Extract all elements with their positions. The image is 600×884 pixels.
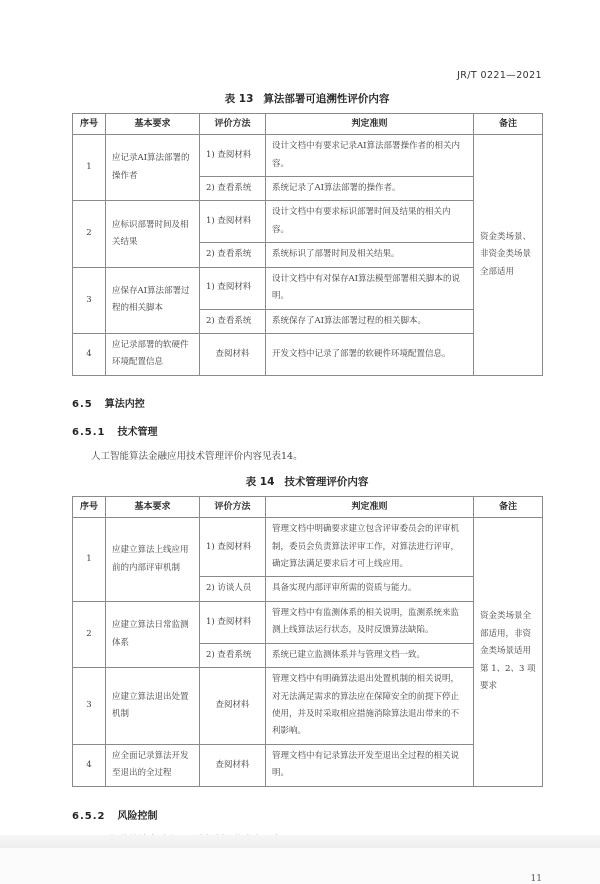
criteria-cell: 设计文档中有要求标识部署时间及结果的相关内容。	[266, 201, 474, 243]
method-cell: 2) 查看系统	[200, 643, 266, 667]
method-cell: 2) 查看系统	[200, 243, 266, 267]
requirement-cell: 应记录部署的软硬件环境配置信息	[106, 333, 200, 375]
table-row	[73, 601, 543, 643]
method-cell: 2) 访谈人员	[200, 577, 266, 601]
row-number: 1	[73, 518, 106, 602]
criteria-cell: 系统已建立监测体系并与管理文档一致。	[266, 643, 474, 667]
col-header-no: 序号	[73, 497, 106, 518]
col-header-requirement: 基本要求	[106, 114, 200, 135]
section-heading-6-5-1	[72, 423, 542, 438]
col-header-remark: 备注	[474, 114, 543, 135]
criteria-cell: 系统记录了AI算法部署的操作者。	[266, 177, 474, 201]
method-cell: 2) 查看系统	[200, 309, 266, 333]
requirement-cell: 应标识部署时间及相关结果	[106, 201, 200, 267]
standard-number: JR/T 0221—2021	[457, 70, 542, 81]
criteria-cell: 系统标识了部署时间及相关结果。	[266, 243, 474, 267]
method-cell: 查阅材料	[200, 744, 266, 786]
requirement-cell: 应建立算法日常监测体系	[106, 601, 200, 667]
requirement-cell: 应建立算法退出处置机制	[106, 668, 200, 745]
method-cell: 2) 查看系统	[200, 177, 266, 201]
table-row	[73, 744, 543, 786]
table13-title-prefix: 表 13	[224, 93, 254, 105]
criteria-cell: 管理文档中有明确算法退出处置机制的相关说明，对无法满足需求的算法应在保障安全的前提下停止使用，并及时采取相应措施消除算法退出带来的不利影响。	[266, 668, 474, 745]
row-number: 1	[73, 135, 106, 201]
method-cell: 1) 查阅材料	[200, 201, 266, 243]
row-number: 2	[73, 601, 106, 667]
row-number: 4	[73, 333, 106, 375]
table-row	[73, 135, 543, 177]
table-row	[73, 201, 543, 243]
method-cell: 1) 查阅材料	[200, 267, 266, 309]
col-header-requirement: 基本要求	[106, 497, 200, 518]
table-row	[73, 518, 543, 577]
table-row	[73, 668, 543, 745]
col-header-remark: 备注	[474, 497, 543, 518]
section-heading-6-5-2	[72, 807, 542, 822]
row-number: 2	[73, 201, 106, 267]
section-label: 风险控制	[117, 810, 158, 822]
page-bottom-edge	[0, 835, 600, 848]
row-number: 3	[73, 668, 106, 745]
col-header-criteria: 判定准则	[266, 114, 474, 135]
row-number: 4	[73, 744, 106, 786]
table14-technical-management	[72, 496, 543, 787]
criteria-cell: 开发文档中记录了部署的软硬件环境配置信息。	[266, 333, 474, 375]
method-cell: 查阅材料	[200, 333, 266, 375]
table13-title-text: 算法部署可追溯性评价内容	[263, 93, 390, 105]
remark-cell: 资金类场景、非资金类场景全部适用	[474, 135, 543, 376]
remark-cell: 资金类场景全部适用，非资金类场景适用第 1、2、3 项要求	[474, 518, 543, 786]
table13-title	[72, 91, 542, 106]
requirement-cell: 应建立算法上线应用前的内部评审机制	[106, 518, 200, 602]
table-row	[73, 267, 543, 309]
table13-deployment-traceability	[72, 113, 543, 376]
page-number: 11	[530, 873, 542, 884]
criteria-cell: 管理文档中有监测体系的相关说明，监测系统来监测上线算法运行状态，及时反馈算法缺陷。	[266, 601, 474, 643]
table-row	[73, 333, 543, 375]
requirement-cell: 应保存AI算法部署过程的相关脚本	[106, 267, 200, 333]
criteria-cell: 管理文档中明确要求建立包含评审委员会的评审机制，委员会负责算法评审工作，对算法进行评审，确定算法满足要求后才可上线应用。	[266, 518, 474, 577]
section-number: 6.5.1	[72, 426, 106, 438]
col-header-no: 序号	[73, 114, 106, 135]
requirement-cell: 应记录AI算法部署的操作者	[106, 135, 200, 201]
table14-title-prefix: 表 14	[245, 476, 275, 489]
col-header-method: 评价方法	[200, 497, 266, 518]
criteria-cell: 系统保存了AI算法部署过程的相关脚本。	[266, 309, 474, 333]
criteria-cell: 具备实现内部评审所需的资质与能力。	[266, 577, 474, 601]
requirement-cell: 应全面记录算法开发至退出的全过程	[106, 744, 200, 786]
criteria-cell: 设计文档中有要求记录AI算法部署操作者的相关内容。	[266, 135, 474, 177]
paragraph-651: 人工智能算法金融应用技术管理评价内容见表14。	[91, 450, 303, 462]
col-header-method: 评价方法	[200, 114, 266, 135]
method-cell: 1) 查阅材料	[200, 135, 266, 177]
method-cell: 1) 查阅材料	[200, 518, 266, 577]
table14-title-text: 技术管理评价内容	[284, 476, 369, 489]
method-cell: 1) 查阅材料	[200, 601, 266, 643]
criteria-cell: 管理文档中有记录算法开发至退出全过程的相关说明。	[266, 744, 474, 786]
table14-title	[72, 474, 542, 489]
table14-header-row	[73, 497, 543, 518]
section-heading-6-5	[72, 395, 542, 410]
col-header-criteria: 判定准则	[266, 497, 474, 518]
method-cell: 查阅材料	[200, 668, 266, 745]
section-number: 6.5.2	[72, 810, 106, 822]
section-label: 技术管理	[117, 426, 158, 438]
section-label: 算法内控	[104, 398, 145, 410]
criteria-cell: 设计文档中有对保存AI算法模型部署相关脚本的说明。	[266, 267, 474, 309]
section-number: 6.5	[72, 398, 93, 410]
table13-header-row	[73, 114, 543, 135]
row-number: 3	[73, 267, 106, 333]
